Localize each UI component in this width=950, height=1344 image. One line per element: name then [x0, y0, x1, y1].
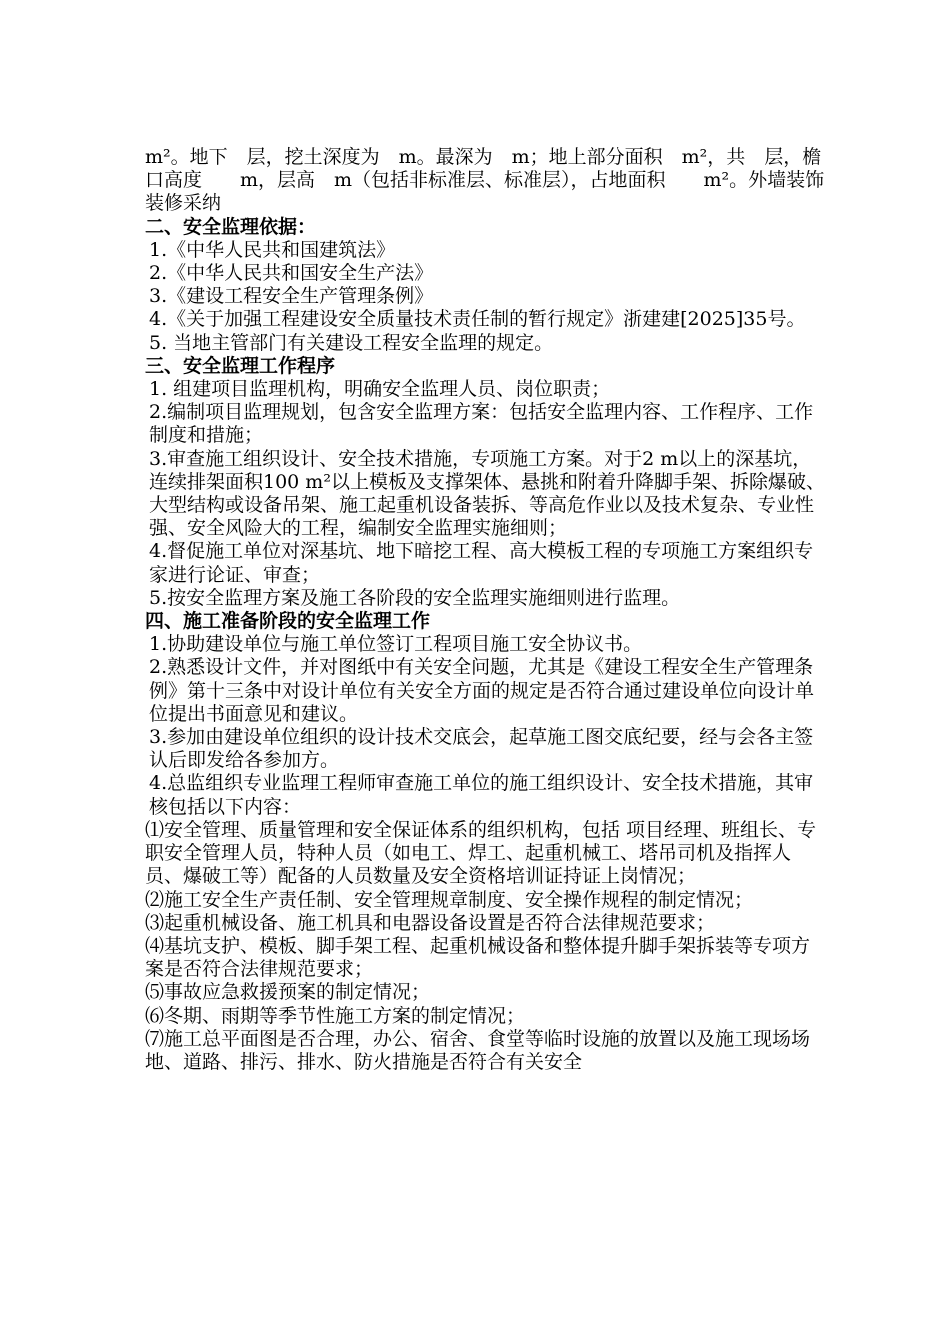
list-item: 2.编制项目监理规划，包含安全监理方案：包括安全监理内容、工作程序、工作制度和措施； — [149, 401, 814, 447]
list-item: 4.督促施工单位对深基坑、地下暗挖工程、高大模板工程的专项施工方案组织专家进行论证、审查； — [149, 540, 814, 586]
list-item: 2.熟悉设计文件，并对图纸中有关安全问题，尤其是《建设工程安全生产管理条例》第十三条中对设计单位有关安全方面的规定是否符合通过建设单位向设计单位提出书面意见和建议。 — [149, 656, 815, 725]
heading-safety-basis: 二、安全监理依据： — [145, 215, 317, 238]
sub-item: ⑵施工安全生产责任制、安全管理规章制度、安全操作规程的制定情况； — [145, 888, 754, 911]
sub-item: ⑶起重机械设备、施工机具和电器设备设置是否符合法律规范要求； — [145, 911, 716, 934]
list-item: 3.参加由建设单位组织的设计技术交底会，起草施工图交底纪要，经与会各主签认后即发给各参加方。 — [149, 726, 814, 772]
paragraph-project-overview: m²。地下 层，挖土深度为 m。最深为 m；地上部分面积 m²，共 层，檐口高度 m，层高 m（包括非标准层、标准层），占地面积 m²。外墙装饰装修采纳 — [145, 146, 825, 215]
list-item: 1.《中华人民共和国建筑法》 — [149, 238, 396, 261]
sub-item: ⑺施工总平面图是否合理，办公、宿舍、食堂等临时设施的放置以及施工现场场地、道路、排污、排水、防火措施是否符合有关安全 — [145, 1027, 811, 1073]
list-item: 1.协助建设单位与施工单位签订工程项目施工安全协议书。 — [149, 633, 643, 656]
list-item: 3.《建设工程安全生产管理条例》 — [149, 285, 434, 308]
list-item: 2.《中华人民共和国安全生产法》 — [149, 262, 434, 285]
document-body — [145, 146, 825, 1074]
sub-item: ⑴安全管理、质量管理和安全保证体系的组织机构，包括 项目经理、班组长、专职安全管理人员，特种人员（如电工、焊工、起重机械工、塔吊司机及指挥人员、爆破工等）配备的人员数量及安全资格培训证持证上岗情况； — [145, 818, 817, 888]
sub-item: ⑸事故应急救援预案的制定情况； — [145, 981, 431, 1004]
list-item: 4.总监组织专业监理工程师审查施工单位的施工组织设计、安全技术措施，其审核包括以下内容： — [149, 772, 814, 818]
heading-work-procedure: 三、安全监理工作程序 — [145, 354, 336, 377]
sub-item: ⑷基坑支护、模板、脚手架工程、起重机械设备和整体提升脚手架拆装等专项方案是否符合法律规范要求； — [145, 934, 811, 981]
list-item: 4.《关于加强工程建设安全质量技术责任制的暂行规定》浙建建[2025]35号。 — [149, 308, 806, 331]
list-item: 5.按安全监理方案及施工各阶段的安全监理实施细则进行监理。 — [149, 586, 681, 609]
sub-item: ⑹冬期、雨期等季节性施工方案的制定情况； — [145, 1004, 526, 1027]
list-item: 1. 组建项目监理机构，明确安全监理人员、岗位职责； — [149, 378, 611, 401]
heading-preparation-stage: 四、施工准备阶段的安全监理工作 — [145, 610, 431, 633]
list-item: 3.审查施工组织设计、安全技术措施，专项施工方案。对于2 m以上的深基坑，连续排架面积100 m²以上模板及支撑架体、悬挑和附着升降脚手架、拆除爆破、大型结构或设备吊架、施工起重机设备装拆、等高危作业以及技术复杂、专业性强、安全风险大的工程，编制安全监理实施细则； — [149, 447, 825, 540]
list-item: 5. 当地主管部门有关建设工程安全监理的规定。 — [149, 331, 554, 354]
